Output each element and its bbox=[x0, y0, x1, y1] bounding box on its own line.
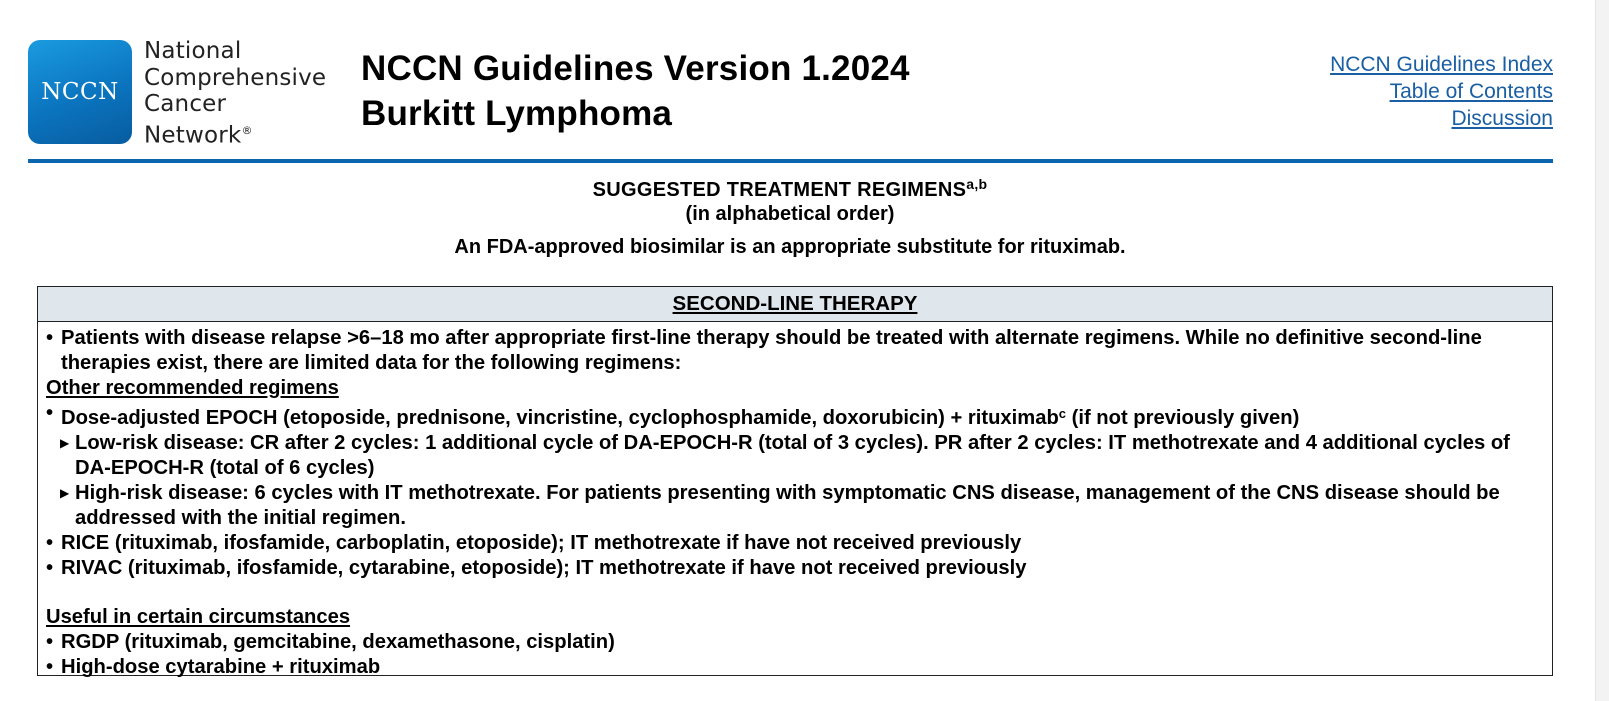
list-item bbox=[46, 655, 1544, 680]
other-recommended-title: Other recommended regimens bbox=[46, 377, 339, 399]
rice-text: RICE (rituximab, ifosfamide, carboplatin, etoposide); IT methotrexate if have not received previously bbox=[61, 532, 1022, 554]
second-line-therapy-box bbox=[37, 286, 1553, 676]
epoch-text: Dose-adjusted EPOCH (etoposide, prednisone, vincristine, cyclophosphamide, doxorubicin) + rituximab bbox=[61, 407, 1059, 429]
footnote-ref[interactable]: c bbox=[1058, 406, 1067, 421]
org-name-line: Comprehensive bbox=[144, 64, 327, 91]
section-heading bbox=[0, 176, 1580, 202]
logo-text: NCCN bbox=[41, 79, 119, 105]
high-risk-text: High-risk disease: 6 cycles with IT methotrexate. For patients presenting with symptomatic CNS disease, management of the CNS disease should be addressed with the initial regimen. bbox=[75, 482, 1500, 529]
page-title bbox=[361, 46, 910, 136]
footnote-ref[interactable]: a,b bbox=[966, 176, 988, 192]
list-item bbox=[46, 326, 1544, 376]
guidelines-index-link[interactable]: NCCN Guidelines Index bbox=[1330, 53, 1553, 76]
rgdp-text: RGDP (rituximab, gemcitabine, dexamethasone, cisplatin) bbox=[61, 631, 615, 653]
epoch-item bbox=[61, 401, 1544, 431]
low-risk-text: Low-risk disease: CR after 2 cycles: 1 additional cycle of DA-EPOCH-R (total of 3 cycles). PR after 2 cycles: IT methotrexate and 4 additional cycles of DA-EPOCH-R (total of 6 cycles) bbox=[75, 432, 1510, 479]
hidac-text: High-dose cytarabine + rituximab bbox=[61, 656, 381, 678]
disease-title: Burkitt Lymphoma bbox=[361, 94, 673, 133]
org-name bbox=[144, 38, 326, 149]
org-name-network: Network bbox=[144, 122, 242, 149]
scrollbar[interactable] bbox=[1595, 0, 1609, 701]
list-item bbox=[46, 531, 1544, 556]
section-heading-text: SUGGESTED TREATMENT REGIMENS bbox=[592, 179, 967, 201]
header-divider bbox=[28, 159, 1553, 163]
section-subheading: (in alphabetical order) bbox=[685, 203, 895, 225]
bullet: • bbox=[46, 402, 54, 424]
list-item bbox=[46, 401, 1544, 431]
box-body bbox=[38, 322, 1552, 680]
box-title: SECOND-LINE THERAPY bbox=[672, 292, 918, 315]
useful-in-certain-circumstances-title: Useful in certain circumstances bbox=[46, 606, 351, 628]
spacer bbox=[46, 581, 1544, 605]
org-name-line: Cancer bbox=[144, 91, 227, 117]
bullet: • bbox=[46, 327, 54, 349]
intro-text: Patients with disease relapse >6–18 mo after appropriate first-line therapy should be treated with alternate regimens. While no definitive second-line therapies exist, there are limited data for the following regimens: bbox=[61, 327, 1482, 374]
guidelines-version-title: NCCN Guidelines Version 1.2024 bbox=[361, 49, 910, 88]
nav-links bbox=[1330, 51, 1553, 132]
epoch-text-tail: (if not previously given) bbox=[1066, 407, 1300, 429]
org-name-line bbox=[144, 118, 326, 149]
org-name-line: National bbox=[144, 38, 242, 64]
bullet: • bbox=[46, 557, 54, 579]
registered-mark: ® bbox=[241, 123, 253, 137]
bullet: • bbox=[46, 532, 54, 554]
box-header bbox=[38, 287, 1552, 322]
table-of-contents-link[interactable]: Table of Contents bbox=[1389, 80, 1553, 103]
list-item bbox=[46, 630, 1544, 655]
list-subitem bbox=[46, 481, 1544, 531]
nccn-logo bbox=[28, 40, 132, 144]
arrow-icon: ▶ bbox=[60, 486, 70, 500]
list-item bbox=[46, 556, 1544, 581]
rivac-text: RIVAC (rituximab, ifosfamide, cytarabine, etoposide); IT methotrexate if have not received previously bbox=[61, 557, 1027, 579]
arrow-icon: ▶ bbox=[60, 436, 70, 450]
list-subitem bbox=[46, 431, 1544, 481]
discussion-link[interactable]: Discussion bbox=[1451, 107, 1553, 130]
biosimilar-note: An FDA-approved biosimilar is an appropriate substitute for rituximab. bbox=[454, 236, 1126, 258]
bullet: • bbox=[46, 656, 54, 678]
bullet: • bbox=[46, 631, 54, 653]
